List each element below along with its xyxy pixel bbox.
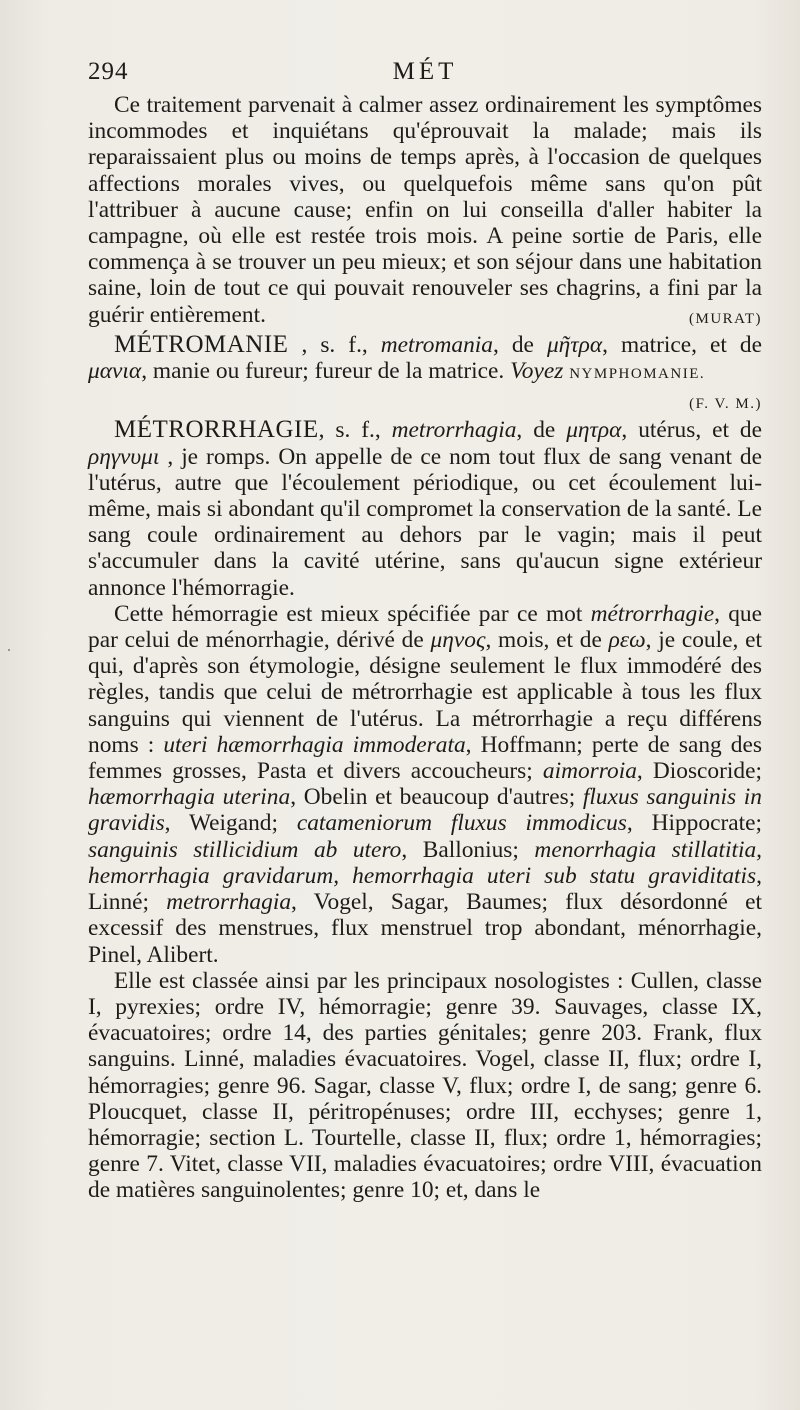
greek-term: μητρα (566, 417, 622, 444)
paragraph-text: , mois, et de (485, 627, 609, 654)
page-body (88, 92, 762, 1204)
paragraph-text: , Linné; (88, 862, 762, 916)
paragraph-text: , Dioscoride; (636, 758, 762, 785)
author-signature: (F. V. M.) (689, 396, 762, 413)
entry-text: , utérus, et de (621, 417, 762, 444)
latin-term: sanguinis stillicidium ab utero (88, 836, 402, 863)
paragraph-text: , Ballonius; (401, 836, 535, 863)
page-number: 294 (88, 58, 129, 85)
entry-text: , de (516, 417, 567, 444)
latin-term: hæmorrhagia uterina (88, 784, 291, 811)
entry-text: , je romps. On appelle de ce nom tout flux de sang venant de l'utérus, autre que l'écoulement périodique, ou cet écoulement lui-même, mais si abondant qu'il compromet la conservation de la santé. Le sang coule ordinairement au dehors par le vagin; mais il peut s'accumuler dans la cavité utérine, sans qu'aucun signe extérieur annonce l'hémorragie. (88, 443, 762, 601)
latin-term: fluxus sanguinis in gravidis (88, 784, 762, 837)
paragraph-nosology (88, 968, 762, 1204)
paragraph-text: , que par celui de ménorrhagie, dérivé de (88, 600, 763, 654)
latin-term: metrorrhagia (391, 417, 517, 444)
entry-text: , de (492, 331, 547, 358)
paragraph-synonyms (88, 601, 762, 968)
paragraph-text: , Vogel, Sagar, Baumes; flux désordonné et excessif des menstrues, flux menstruel trop abondant, ménorrhagie, Pinel, Alibert. (88, 889, 762, 968)
paragraph-text: Elle est classée ainsi par les principaux nosologistes : Cullen, classe I, pyrexies; ordre IV, hémorragie; genre 39. Sauvages, classe IX, évacuatoires; ordre 14, des parties génitales; genre 203. Frank, flux sanguins. Linné, maladies évacuatoires. Vogel, classe II, flux; ordre I, hémorragies; genre 96. Sagar, classe V, flux; ordre I, de sang; genre 6. Ploucquet, classe II, péritropénuses; ordre III, ecchyses; genre 1, hémorragie; section L. Tourtelle, classe II, flux; ordre 1, hémorragies; genre 7. Vitet, classe VII, maladies évacuatoires; ordre VIII, évacuation de matières sanguinolentes; genre 10; et, dans le (88, 967, 762, 1204)
cross-reference-target: NYMPHOMANIE. (569, 366, 706, 383)
author-signature: (MURAT) (689, 310, 762, 327)
paragraph-treatment (88, 92, 762, 328)
entry-metromanie (88, 330, 762, 413)
paragraph-text: , Hoffmann; perte de sang des femmes grosses, Pasta et divers accoucheurs; (88, 731, 762, 785)
paragraph-text: , je coule, et qui, d'après son étymologie, désigne seulement le flux immodéré des règles, tandis que celui de métrorrhagie est applicable à tous les flux sanguins qui viennent de l'utérus. La métrorrhagie a reçu différens noms : (88, 627, 762, 758)
paragraph-text: , Hippocrate; (626, 810, 762, 837)
latin-term: uteri hæmorrhagia immoderata (163, 731, 466, 758)
latin-term: aimorroia (542, 758, 637, 785)
latin-term: metrorrhagia (166, 889, 292, 916)
paragraph-text: , Obelin et beaucoup d'autres; (290, 784, 583, 811)
entry-text: , s. f., (288, 331, 381, 358)
entry-text: , manie ou fureur; fureur de la matrice. (141, 358, 511, 385)
latin-term: catameniorum fluxus immodicus (296, 810, 627, 837)
paragraph-text: , Weigand; (164, 810, 297, 837)
cross-reference-label: Voyez (510, 358, 564, 385)
entry-text: , s. f., (318, 417, 392, 444)
running-head: MÉT (392, 58, 458, 85)
greek-term: μηνος (430, 627, 486, 654)
greek-term: μανια (88, 358, 142, 385)
page-header (88, 58, 762, 90)
entry-metrorrhagie (88, 417, 762, 600)
entry-headword: MÉTROMANIE (114, 330, 289, 358)
paragraph-text: Ce traitement parvenait à calmer assez ordinairement les symptômes incommodes et inquiétans qu'éprouvait la malade; mais ils reparaissaient plus ou moins de temps après, à l'occasion de quelques affections morales vives, ou quelquefois même sans qu'on pût l'attribuer à aucune cause; enfin on lui conseilla d'aller habiter la campagne, où elle est restée trois mois. A peine sortie de Paris, elle commença à se trouver un peu mieux; et son séjour dans une habitation saine, loin de tout ce qui pouvait renouveler ses chagrins, a fini par la guérir entièrement. (88, 92, 762, 328)
greek-term: ρεω (608, 627, 646, 654)
paragraph-text: Cette hémorragie est mieux spécifiée par ce mot (114, 600, 591, 627)
latin-term: menorrhagia stillatitia, hemorrhagia gravidarum, hemorrhagia uteri sub statu graviditatis (88, 836, 762, 889)
greek-term: μῆτρα (546, 331, 603, 358)
entry-text: , matrice, et de (602, 331, 762, 358)
latin-term: metromania (380, 331, 493, 358)
greek-term: ρηγνυμι (88, 443, 160, 470)
entry-headword: MÉTRORRHAGIE (114, 416, 319, 444)
latin-term: métrorrhagie (590, 600, 715, 627)
margin-speck: · (6, 640, 12, 660)
